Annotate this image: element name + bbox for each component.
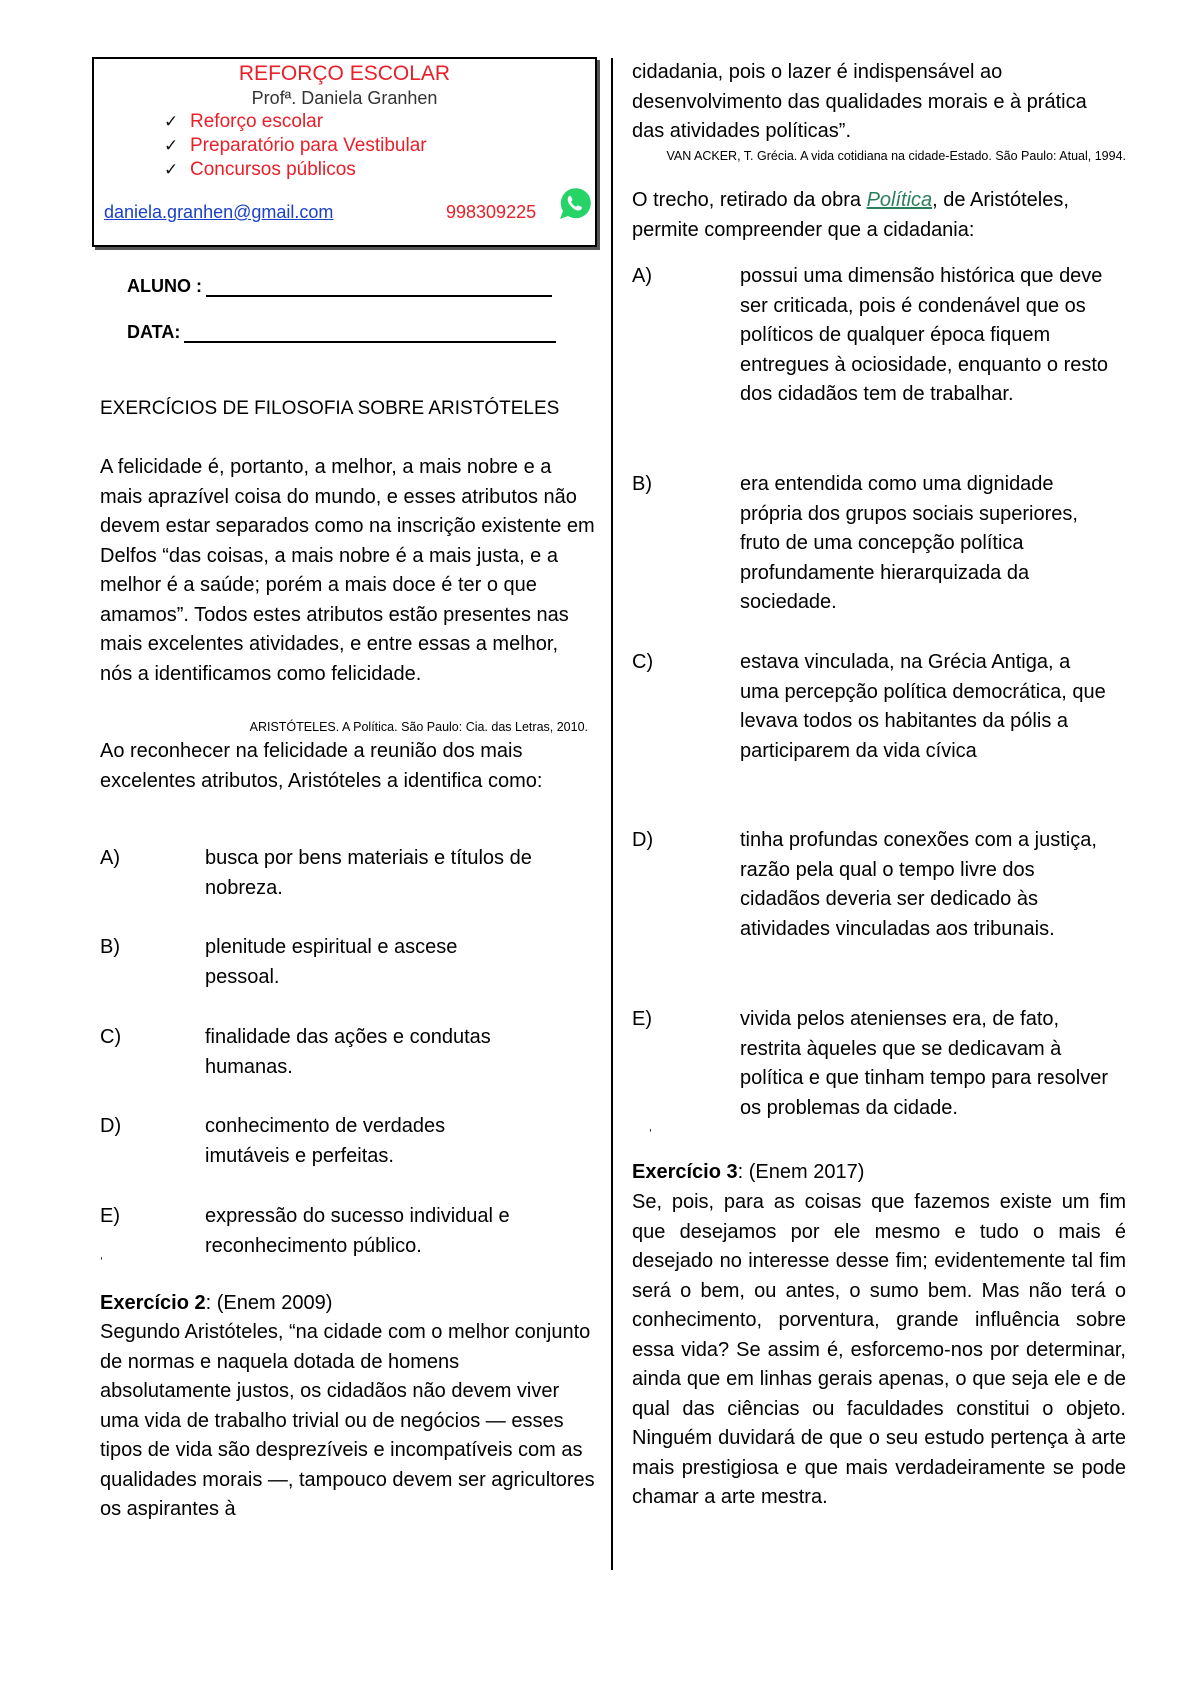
exercise2-passage-right: cidadania, pois o lazer é indispensável ao desenvolvimento das qualidades morais e à prática das atividades políticas”. — [632, 61, 1087, 142]
header-box — [92, 57, 597, 247]
services-list — [164, 110, 427, 182]
exercise3-heading: Exercício 3: (Enem 2017) — [632, 1161, 865, 1183]
email-link[interactable]: daniela.granhen@gmail.com — [104, 202, 334, 222]
whatsapp-icon — [556, 186, 592, 222]
phone-number: 998309225 — [446, 202, 537, 222]
exercise1-question: Ao reconhecer na felicidade a reunião dos mais excelentes atributos, Aristóteles a identifica como: — [100, 740, 543, 792]
student-input-line[interactable] — [206, 277, 552, 297]
check-icon: ✓ — [164, 112, 179, 131]
exercise2-passage-left: Segundo Aristóteles, “na cidade com o melhor conjunto de normas e naquela dotada de homens absolutamente justos, os cidadãos não devem viver uma vida de trabalho trivial ou de negócios — esses tipos de vida são desprezíveis e incompatíveis com as qualidades morais —, tampouco devem ser agricultores os aspirantes à — [100, 1321, 595, 1520]
check-icon: ✓ — [164, 136, 179, 155]
date-field — [127, 322, 556, 343]
date-label: DATA: — [127, 322, 181, 342]
date-input-line[interactable] — [184, 323, 556, 343]
exercise2-question: O trecho, retirado da obra Política, de Aristóteles, permite compreender que a cidadania: — [632, 189, 1069, 241]
exercise2-heading: Exercício 2: (Enem 2009) — [100, 1292, 333, 1314]
exercise2-source: VAN ACKER, T. Grécia. A vida cotidiana na cidade-Estado. São Paulo: Atual, 1994. — [666, 149, 1126, 163]
student-label: ALUNO : — [127, 276, 202, 296]
exercise1-passage: A felicidade é, portanto, a melhor, a mais nobre e a mais aprazível coisa do mundo, e esses atributos não devem estar separados como na inscrição existente em Delfos “das coisas, a mais nobre é a mais justa, e a melhor é a saúde; porém a mais doce é ter o que amamos”. Todos estes atributos estão presentes nas mais excelentes atividades, e entre essas a melhor, nós a identificamos como felicidade. — [100, 456, 595, 685]
politica-link[interactable]: Política — [866, 189, 933, 211]
page-title: EXERCÍCIOS DE FILOSOFIA SOBRE ARISTÓTELES — [100, 398, 560, 419]
exercise3-passage: Se, pois, para as coisas que fazemos existe um fim que desejamos por ele mesmo e tudo o mais é desejado no interesse desse fim; evidentemente tal fim será o bem, ou antes, o sumo bem. Mas não terá o conhecimento, porventura, grande influência sobre essa vida? Se assim é, esforcemo-nos por determinar, ainda que em linhas gerais apenas, o que seja ele e de qual das ciências ou faculdades constitui o objeto. Ninguém duvidará de que o seu estudo pertença à arte mais prestigiosa e que mais verdadeiramente se pode chamar a arte mestra. — [632, 1191, 1126, 1508]
header-title: REFORÇO ESCOLAR — [238, 62, 451, 85]
service-item: ✓ Reforço escolar — [164, 111, 324, 132]
exercise1-source: ARISTÓTELES. A Política. São Paulo: Cia. das Letras, 2010. — [249, 720, 588, 734]
header-teacher: Profª. Daniela Granhen — [251, 88, 438, 108]
check-icon: ✓ — [164, 160, 179, 179]
service-item: ✓ Preparatório para Vestibular — [164, 135, 427, 156]
column-divider — [611, 58, 613, 1570]
service-item: ✓ Concursos públicos — [164, 159, 356, 180]
separator-tick: ' — [649, 1128, 652, 1139]
student-field — [127, 276, 552, 297]
separator-tick: ' — [100, 1256, 103, 1267]
